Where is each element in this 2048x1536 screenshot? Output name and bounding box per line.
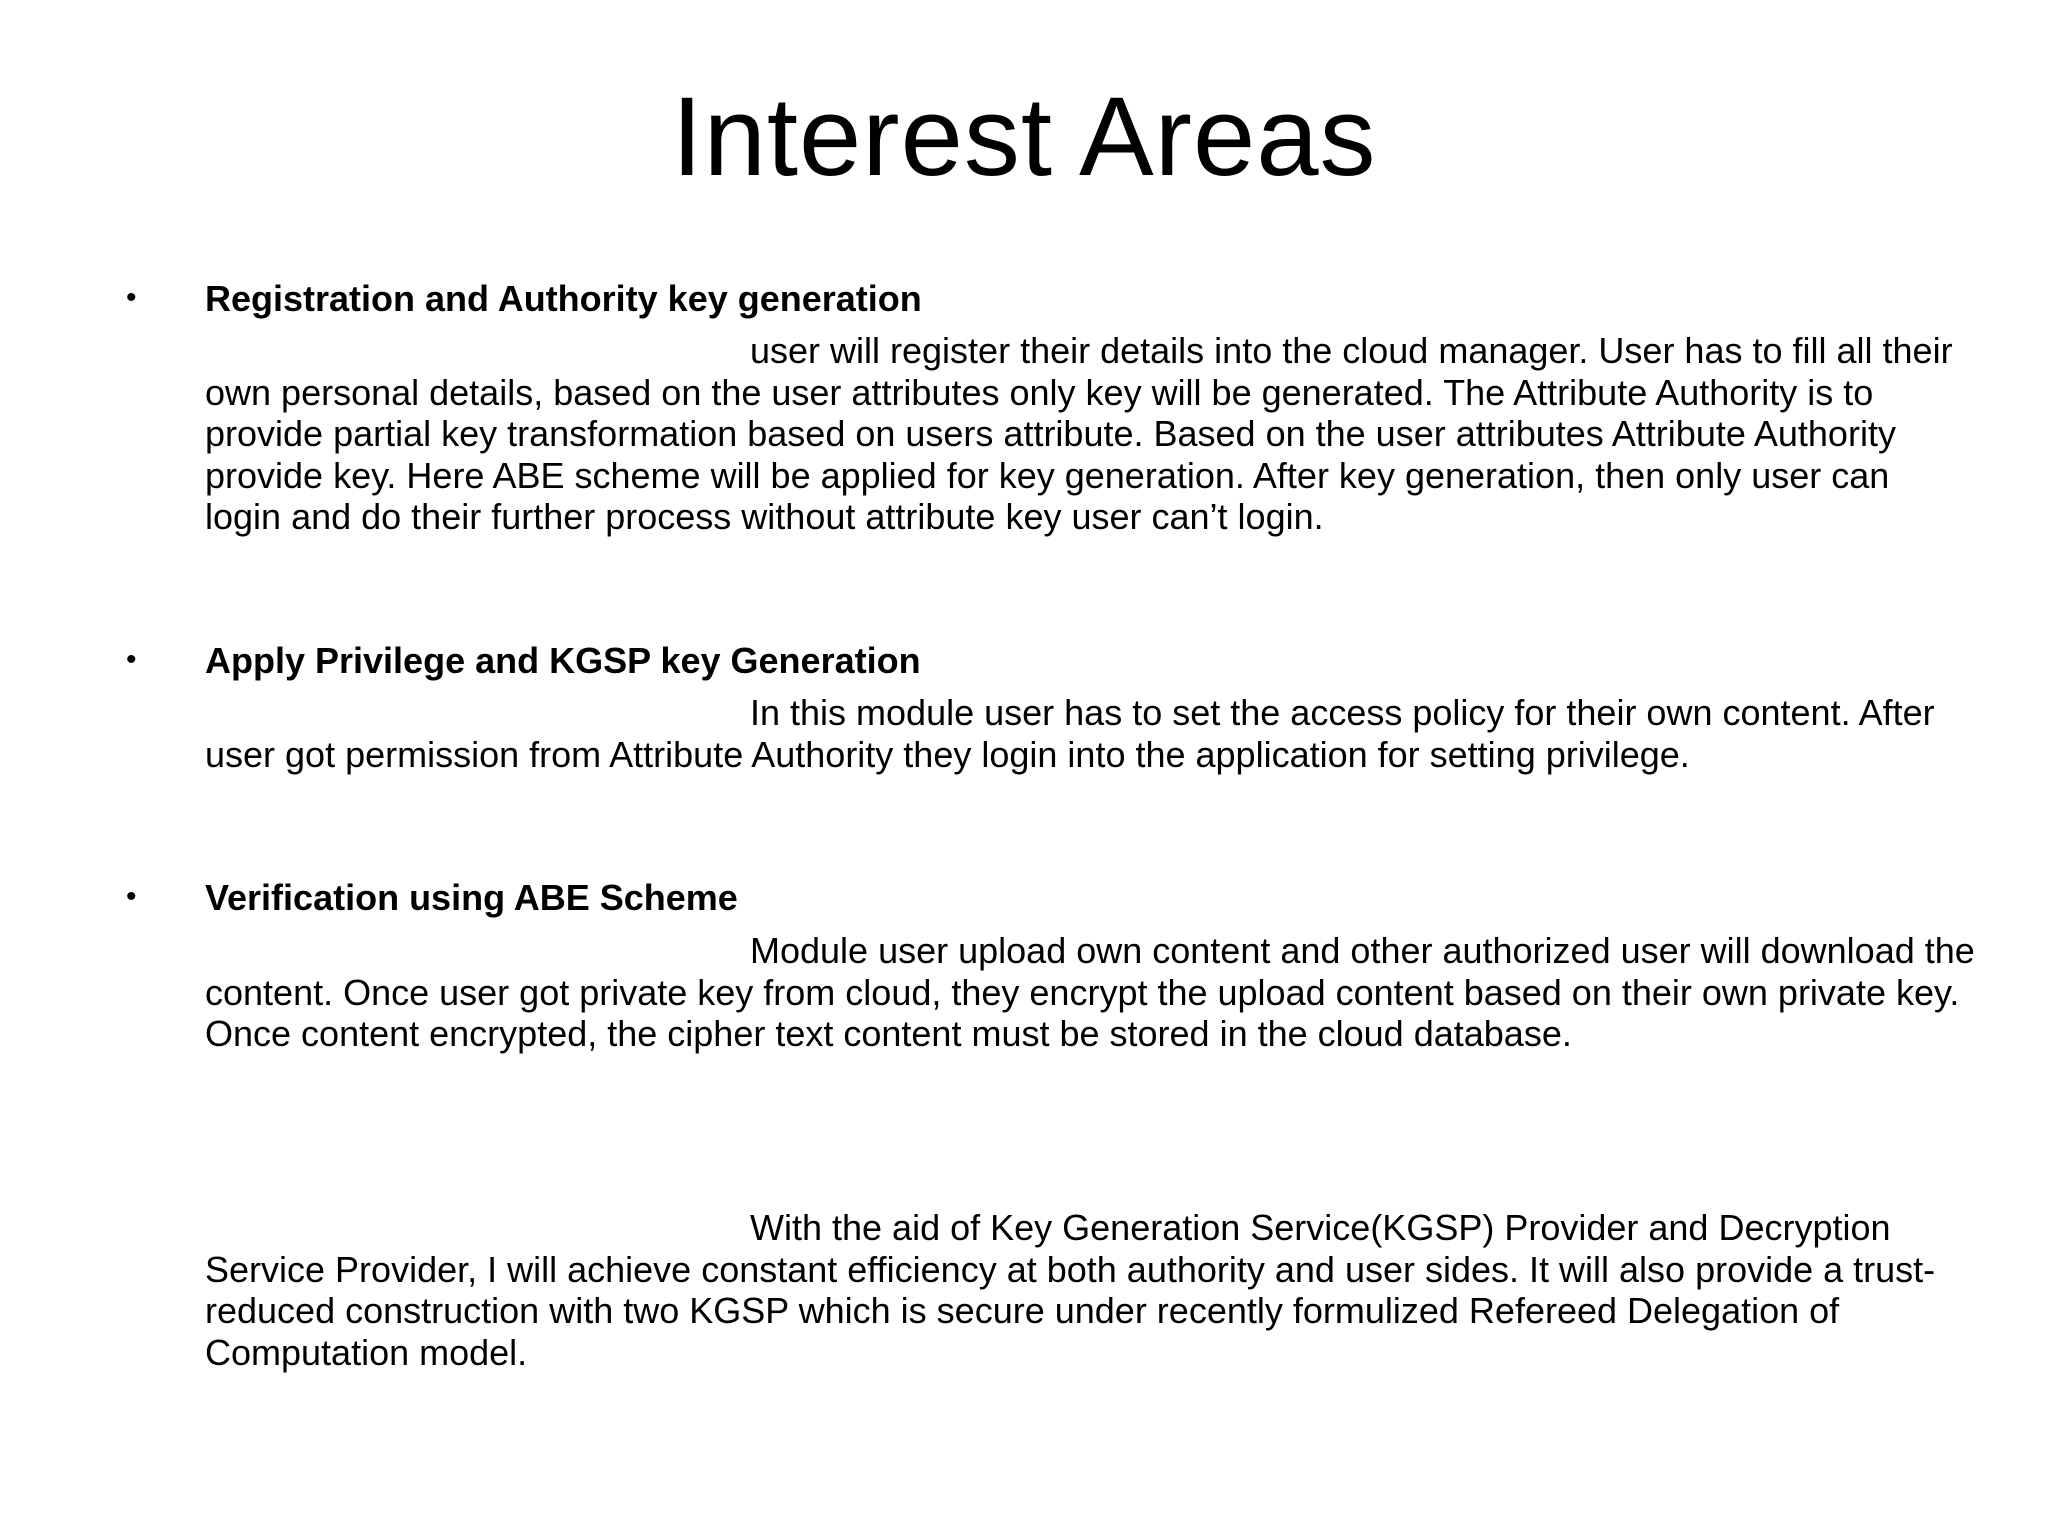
bullet-icon: •	[126, 880, 137, 913]
section-body-registration: user will register their details into the cloud manager. User has to fill all their own personal details, based on the user attributes only key will be generated. The Attribute Authority is to provide partial key transformation based on users attribute. Based on the user attributes Attribute Authority provide key. Here ABE scheme will be applied for key generation. After key generation, then only user can login and do their further process without attribute key user can’t login.	[205, 330, 1953, 537]
section-heading-privilege: Apply Privilege and KGSP key Generation	[205, 640, 921, 681]
bullet-icon: •	[126, 281, 137, 314]
section-heading-registration: Registration and Authority key generation	[205, 278, 922, 319]
bullet-icon: •	[126, 643, 137, 676]
section-heading-verification: Verification using ABE Scheme	[205, 877, 738, 918]
section-body-privilege: In this module user has to set the access policy for their own content. After user got permission from Attribute Authority they login into the application for setting privilege.	[205, 692, 1935, 775]
slide-title: Interest Areas	[671, 74, 1377, 199]
section-body-verification: Module user upload own content and other authorized user will download the content. Once user got private key from cloud, they encrypt the upload content based on their own private key. Once content encrypted, the cipher text content must be stored in the cloud database.	[205, 930, 1975, 1054]
closing-paragraph: With the aid of Key Generation Service(KGSP) Provider and Decryption Service Provider, I will achieve constant efficiency at both authority and user sides. It will also provide a trust-reduced construction with two KGSP which is secure under recently formulized Refereed Delegation of Computation model.	[205, 1207, 1936, 1373]
